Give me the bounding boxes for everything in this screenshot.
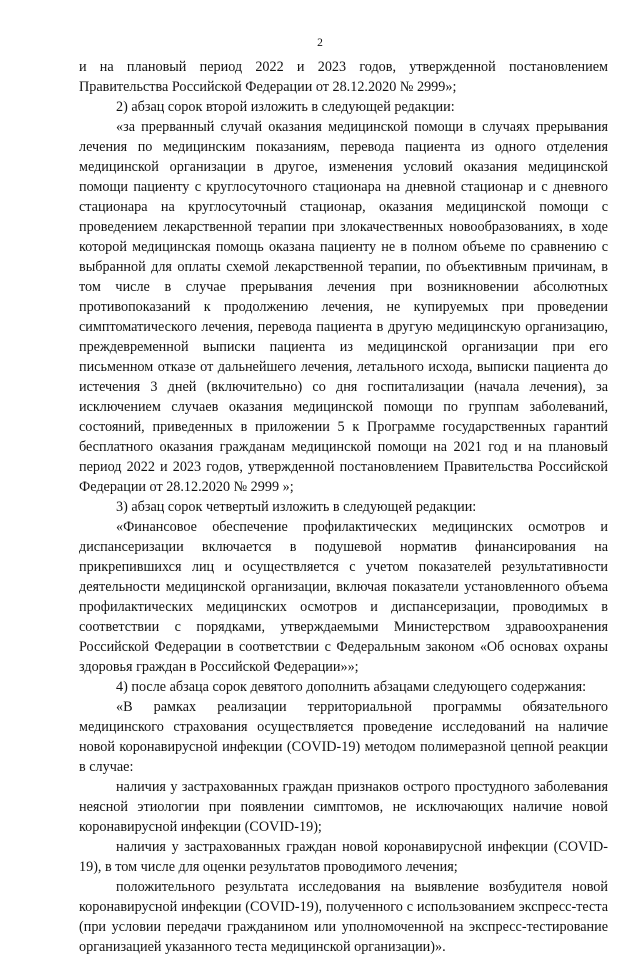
paragraph: наличия у застрахованных граждан признаков острого простудного заболевания неясной этиологии при появлении симптомов, не исключающих наличие новой коронавирусной инфекции (COVID-19); bbox=[79, 779, 608, 835]
paragraph: «Финансовое обеспечение профилактических медицинских осмотров и диспансеризации включается в подушевой норматив финансирования на прикрепившихся лиц и осуществляется с учетом показателей результативности деятельности медицинской организации, включая показатели установленного объема профилактических медицинских осмотров и диспансеризации, проводимых в соответствии с порядками, утверждаемыми Министерством здравоохранения Российской Федерации в соответствии с Федеральным законом «Об основах охраны здоровья граждан в Российской Федерации»»; bbox=[79, 519, 608, 675]
page-number: 2 bbox=[317, 37, 323, 49]
paragraph: «за прерванный случай оказания медицинской помощи в случаях прерывания лечения по медицинским показаниям, перевода пациента из одного отделения медицинской организации в другое, изменения условий оказания медицинской помощи пациенту с круглосуточного стационара на дневной стационар и с дневного стационара на круглосуточный стационар, оказания медицинской помощи с проведением лекарственной терапии при злокачественных новообразованиях, в ходе которой медицинская помощь оказана пациенту не в полном объеме по сравнению с выбранной для оплаты схемой лекарственной терапии, по объективным причинам, в том числе в случае прерывания лечения при возникновении абсолютных противопоказаний к продолжению лечения, не купируемых при проведении симптоматического лечения, перевода пациента в другую медицинскую организацию, преждевременной выписки пациента из медицинской организации при его письменном отказе от дальнейшего лечения, летального исхода, выписки пациента до истечения 3 дней (включительно) со дня госпитализации (начала лечения), за исключением случаев оказания медицинской помощи по группам заболеваний, состояний, приведенных в приложении 5 к Программе государственных гарантий бесплатного оказания гражданам медицинской помощи на 2021 год и на плановый период 2022 и 2023 годов, утвержденной постановлением Правительства Российской Федерации от 28.12.2020 № 2999 »; bbox=[79, 119, 608, 495]
paragraph: «В рамках реализации территориальной программы обязательного медицинского страхования осуществляется проведение исследований на наличие новой коронавирусной инфекции (COVID-19) методом полимеразной цепной реакции в случае: bbox=[79, 699, 608, 775]
document-body bbox=[79, 57, 608, 957]
paragraph: наличия у застрахованных граждан новой коронавирусной инфекции (COVID-19), в том числе для оценки результатов проводимого лечения; bbox=[79, 839, 608, 875]
paragraph: 2) абзац сорок второй изложить в следующей редакции: bbox=[116, 99, 455, 115]
paragraph: 3) абзац сорок четвертый изложить в следующей редакции: bbox=[116, 499, 477, 515]
paragraph: и на плановый период 2022 и 2023 годов, утвержденной постановлением Правительства Российской Федерации от 28.12.2020 № 2999»; bbox=[79, 59, 608, 95]
paragraph: 4) после абзаца сорок девятого дополнить абзацами следующего содержания: bbox=[116, 679, 587, 695]
paragraph: положительного результата исследования на выявление возбудителя новой коронавирусной инфекции (COVID-19), полученного с использованием экспресс-теста (при условии передачи гражданином или уполномоченной на экспресс-тестирование организацией указанного теста медицинской организации)». bbox=[79, 879, 608, 955]
